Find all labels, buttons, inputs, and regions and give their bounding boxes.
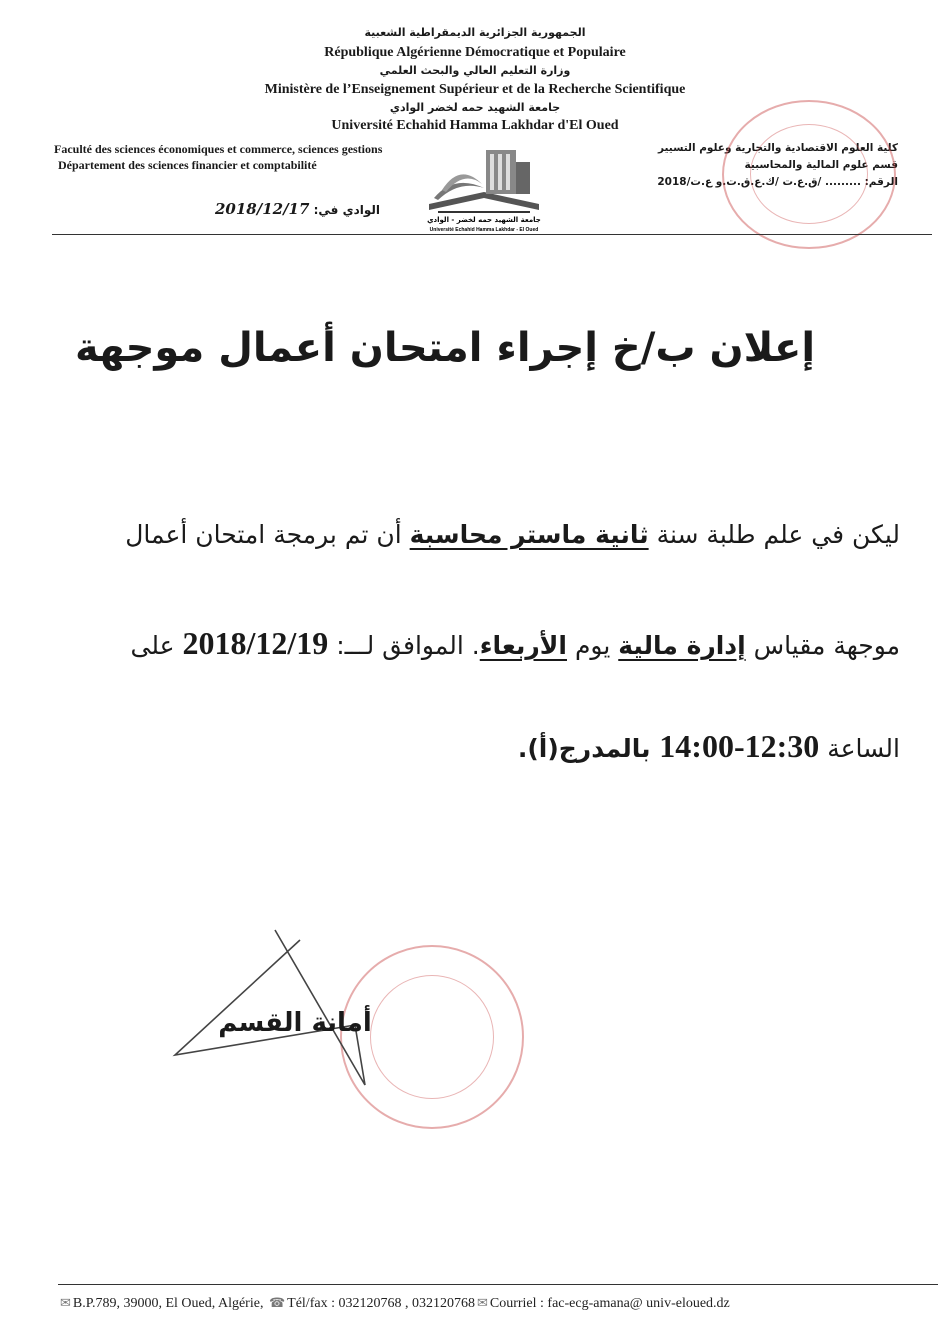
level-program: ثانية ماستر محاسبة	[409, 520, 649, 549]
announcement-title: إعلان ب/خ إجراء امتحان أعمال موجهة	[74, 325, 816, 371]
logo-caption-fr: Université Echahid Hamma Lakhdar - El Oued	[429, 227, 539, 233]
body-line-2	[131, 625, 901, 662]
footer	[58, 1296, 938, 1312]
email-icon: ✉	[476, 1296, 488, 1311]
phone-icon: ☎	[268, 1296, 286, 1311]
exam-day: الأربعاء	[479, 631, 567, 660]
text: الساعة	[819, 734, 900, 763]
exam-time: 12:30-14:00	[659, 728, 820, 764]
text: يوم	[567, 631, 619, 660]
university-fr: Université Echahid Hamma Lakhdar d'El Oued	[331, 118, 619, 133]
footer-address: B.P.789, 39000, El Oued, Algérie,	[72, 1296, 264, 1311]
ministry-ar: وزارة التعليم العالي والبحث العلمي	[379, 64, 571, 77]
text: موجهة مقياس	[745, 631, 900, 660]
university-ar: جامعة الشهيد حمه لخضر الوادي	[389, 101, 561, 114]
header-divider	[52, 234, 932, 235]
faculty-ar: كلية العلوم الاقتصادية والتجارية وعلوم التسيير	[657, 142, 898, 154]
date-value: 2018/12/17	[214, 200, 310, 218]
exam-room: بالمدرج(أ).	[517, 734, 660, 763]
text: على	[130, 631, 183, 660]
body-line-3	[518, 728, 900, 765]
date-line	[130, 200, 380, 218]
department-fr: Département des sciences financier et comptabilité	[58, 158, 317, 172]
top-stamp	[722, 100, 896, 249]
department-ar: قسم علوم المالية والمحاسبية	[744, 159, 898, 171]
date-label: الوادي في:	[309, 203, 380, 217]
exam-date: 2018/12/19	[182, 625, 329, 661]
text: ليكن في علم طلبة سنة	[648, 520, 900, 549]
body-line-1	[125, 520, 900, 549]
logo-caption-ar: جامعة الشهيد حمه لخضر - الوادي	[427, 216, 541, 224]
ministry-fr: Ministère de l’Enseignement Supérieur et de la Recherche Scientifique	[264, 82, 686, 97]
footer-email: Courriel : fac-ecg-amana@ univ-eloued.dz	[489, 1296, 730, 1311]
footer-phone: Tél/fax : 032120768 , 032120768	[287, 1296, 475, 1311]
text: . الموافق لـــ:	[328, 631, 480, 660]
republic-fr: République Algérienne Démocratique et Populaire	[324, 45, 626, 60]
republic-ar: الجمهورية الجزائرية الديمقراطية الشعبية	[364, 26, 586, 39]
faculty-department-fr	[54, 141, 414, 173]
module-name: إدارة مالية	[618, 631, 746, 660]
reference-number: الرقم: ......... /ق.ع.ت /ك.ع.ق.ت.و ع.ت/2018	[657, 176, 898, 188]
university-logo	[424, 140, 544, 236]
faculty-fr: Faculté des sciences économiques et commerce, sciences gestions	[54, 142, 383, 156]
footer-divider	[58, 1284, 938, 1285]
text: أن تم برمجة امتحان أعمال	[125, 520, 410, 549]
envelope-icon: ✉	[60, 1296, 71, 1311]
department-secretariat: أمانة القسم	[218, 1008, 372, 1038]
